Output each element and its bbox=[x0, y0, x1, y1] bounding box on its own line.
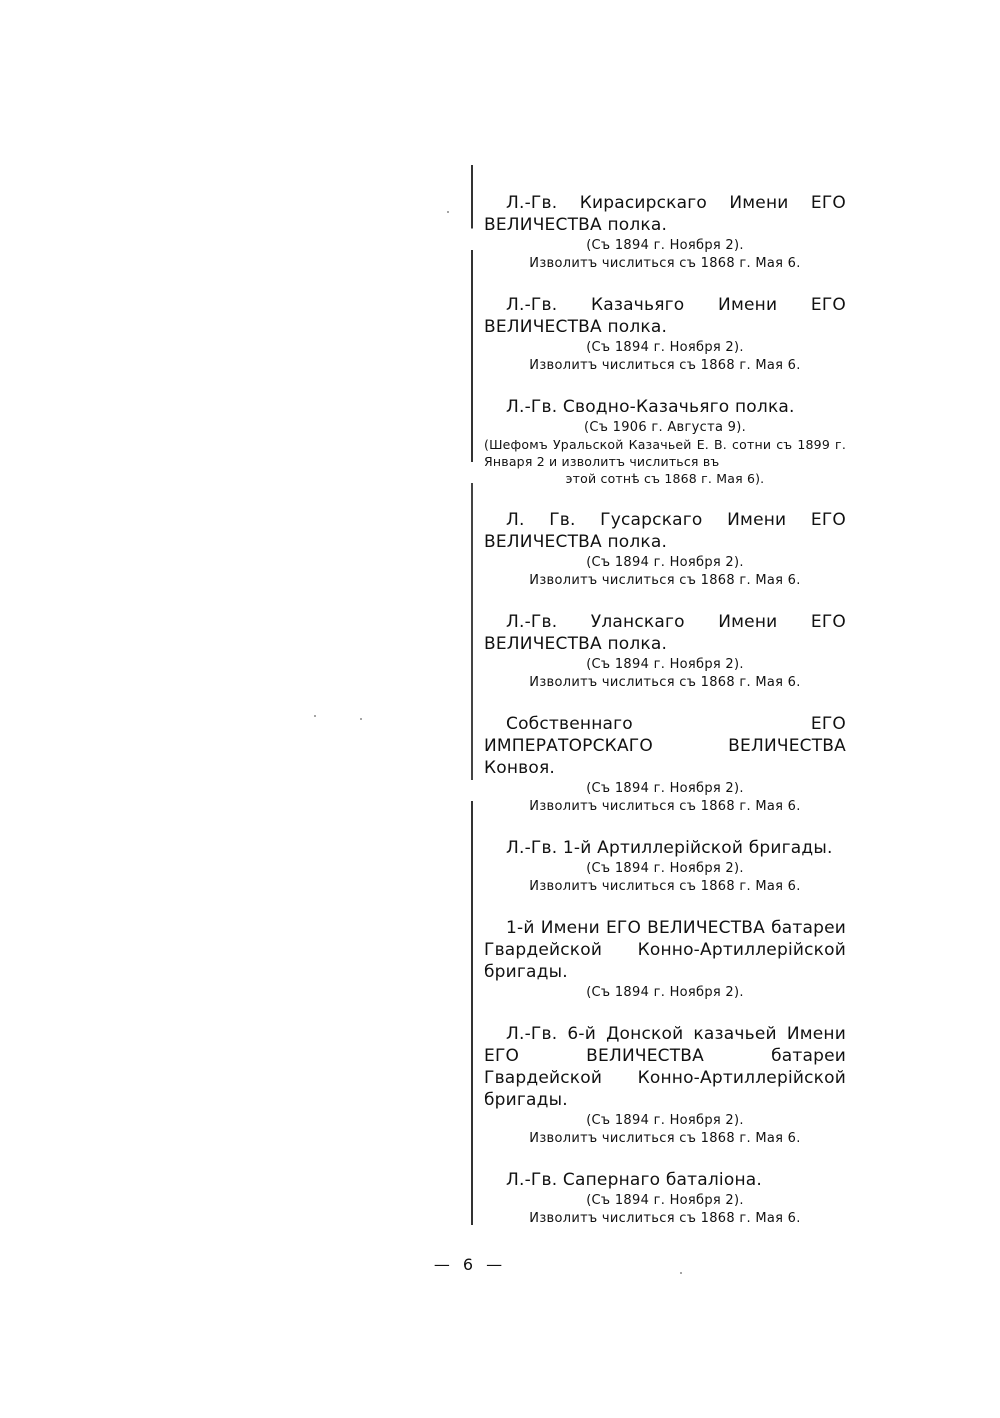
entry-title: Л. Гв. Гусарскаго Имени ЕГО ВЕЛИЧЕСТВА полка. bbox=[484, 510, 846, 552]
scan-speck bbox=[680, 1272, 682, 1274]
entry-title: Л.-Гв. Казачьяго Имени ЕГО ВЕЛИЧЕСТВА полка. bbox=[484, 295, 846, 337]
entry-kazachy bbox=[484, 294, 846, 374]
margin-rule bbox=[471, 165, 473, 1225]
entry-title: Собственнаго ЕГО ИМПЕРАТОРСКАГО ВЕЛИЧЕСТВА Конвоя. bbox=[484, 714, 846, 778]
entry-date: (Съ 1894 г. Ноября 2). bbox=[586, 985, 744, 1000]
entry-date: (Съ 1894 г. Ноября 2). bbox=[586, 1113, 744, 1128]
entry-service: Изволитъ числиться съ 1868 г. Мая 6. bbox=[529, 256, 801, 271]
entry-konvoy bbox=[484, 713, 846, 815]
text-column bbox=[484, 192, 846, 1249]
entry-date: (Съ 1894 г. Ноября 2). bbox=[586, 657, 744, 672]
entry-title: Л.-Гв. 1-й Артиллерійской бригады. bbox=[506, 838, 833, 858]
entry-service: Изволитъ числиться съ 1868 г. Мая 6. bbox=[529, 675, 801, 690]
entry-title: 1-й Имени ЕГО ВЕЛИЧЕСТВА батареи Гвардейской Конно-Артиллерійской бригады. bbox=[484, 918, 846, 982]
entry-date: (Съ 1894 г. Ноября 2). bbox=[586, 238, 744, 253]
entry-date: (Съ 1894 г. Ноября 2). bbox=[586, 861, 744, 876]
entry-battery-1 bbox=[484, 917, 846, 1001]
page-number: — 6 — bbox=[433, 1255, 507, 1274]
entry-date: (Съ 1906 г. Августа 9). bbox=[583, 420, 747, 435]
entry-service: Изволитъ числиться съ 1868 г. Мая 6. bbox=[529, 879, 801, 894]
entry-artillery-brigade bbox=[484, 837, 846, 895]
entry-gusarsky bbox=[484, 509, 846, 589]
entry-ulansky bbox=[484, 611, 846, 691]
entry-date: (Съ 1894 г. Ноября 2). bbox=[586, 555, 744, 570]
scan-speck bbox=[314, 715, 316, 717]
scan-speck bbox=[360, 718, 362, 720]
entry-date: (Съ 1894 г. Ноября 2). bbox=[586, 781, 744, 796]
entry-date: (Съ 1894 г. Ноября 2). bbox=[586, 1193, 744, 1208]
entry-note-end: этой сотнѣ съ 1868 г. Мая 6). bbox=[565, 471, 765, 486]
entry-sapper-battalion bbox=[484, 1169, 846, 1227]
entry-title: Л.-Гв. 6-й Донской казачьей Имени ЕГО ВЕЛИЧЕСТВА батареи Гвардейской Конно-Артиллерійской бригады. bbox=[484, 1024, 846, 1110]
entry-title: Л.-Гв. Уланскаго Имени ЕГО ВЕЛИЧЕСТВА полка. bbox=[484, 612, 846, 654]
entry-kirasirsky bbox=[484, 192, 846, 272]
entry-note: (Шефомъ Уральской Казачьей Е. В. сотни съ 1899 г. Января 2 и изволитъ числиться въ bbox=[484, 437, 846, 469]
entry-service: Изволитъ числиться съ 1868 г. Мая 6. bbox=[529, 573, 801, 588]
entry-service: Изволитъ числиться съ 1868 г. Мая 6. bbox=[529, 1131, 801, 1146]
entry-title: Л.-Гв. Сводно-Казачьяго полка. bbox=[506, 397, 795, 417]
entry-service: Изволитъ числиться съ 1868 г. Мая 6. bbox=[529, 358, 801, 373]
entry-title: Л.-Гв. Кирасирскаго Имени ЕГО ВЕЛИЧЕСТВА полка. bbox=[484, 193, 846, 235]
entry-date: (Съ 1894 г. Ноября 2). bbox=[586, 340, 744, 355]
entry-svodno-kazachy bbox=[484, 396, 846, 487]
scan-speck bbox=[447, 211, 449, 213]
entry-title: Л.-Гв. Сапернаго баталіона. bbox=[506, 1170, 762, 1190]
entry-service: Изволитъ числиться съ 1868 г. Мая 6. bbox=[529, 1211, 801, 1226]
entry-battery-6-don bbox=[484, 1023, 846, 1147]
entry-service: Изволитъ числиться съ 1868 г. Мая 6. bbox=[529, 799, 801, 814]
